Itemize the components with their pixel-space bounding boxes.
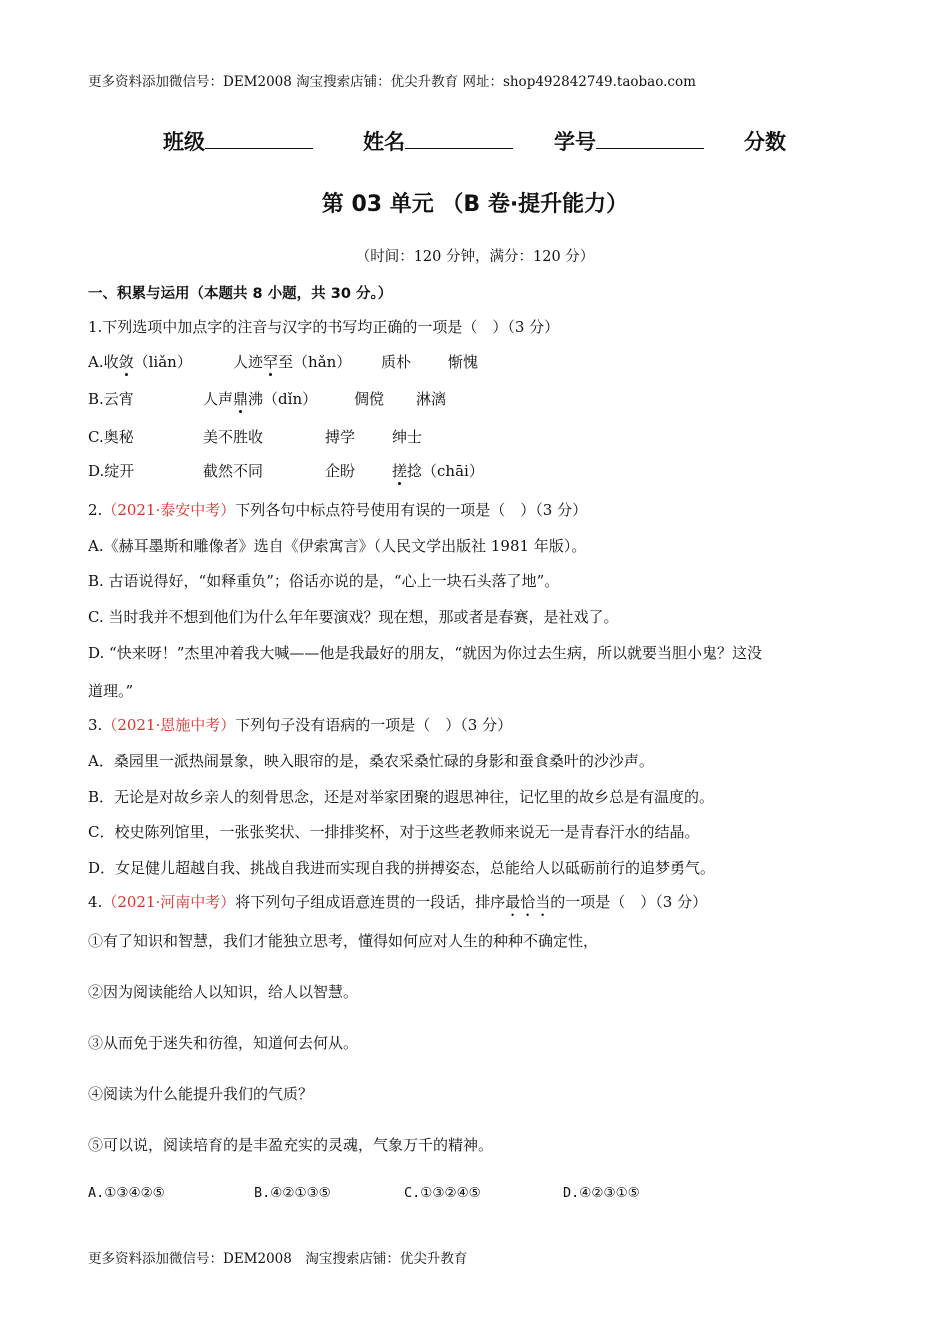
q1-option-d: D.绽开 截然不同 企盼 搓捻（chāi） bbox=[88, 462, 484, 480]
q3-option-c: C．校史陈列馆里，一张张奖状、一排排奖杯，对于这些老教师来说无一是青春汗水的结晶。 bbox=[88, 823, 700, 841]
header-note: 更多资料添加微信号：DEM2008 淘宝搜索店铺：优尖升教育 网址：shop492842749.taobao.com bbox=[88, 74, 696, 90]
footer-note: 更多资料添加微信号：DEM2008 淘宝搜索店铺：优尖升教育 bbox=[88, 1251, 468, 1267]
score-field: 分数 bbox=[744, 130, 786, 154]
q4-options bbox=[88, 1185, 640, 1201]
q4-sentence-4: ④阅读为什么能提升我们的气质？ bbox=[88, 1085, 314, 1103]
q3-option-d: D．女足健儿超越自我、挑战自我进而实现自我的拼搏姿态，总能给人以砥砺前行的追梦勇气。 bbox=[88, 859, 716, 877]
class-field[interactable]: 班级 bbox=[163, 126, 313, 156]
q4-source: （2021·河南中考） bbox=[102, 893, 236, 911]
q3-option-a: A．桑园里一派热闹景象，映入眼帘的是，桑农采桑忙碌的身影和蚕食桑叶的沙沙声。 bbox=[88, 752, 654, 770]
q2-option-d: D. “快来呀！”杰里冲着我大喊——他是我最好的朋友，“就因为你过去生病，所以就要当胆小鬼？这没 bbox=[88, 644, 763, 662]
student-id-field[interactable]: 学号 bbox=[554, 126, 704, 156]
q3-option-b: B．无论是对故乡亲人的刻骨思念，还是对举家团聚的遐思神往，记忆里的故乡总是有温度的。 bbox=[88, 788, 715, 806]
q4-sentence-3: ③从而免于迷失和彷徨，知道何去何从。 bbox=[88, 1034, 359, 1052]
name-field[interactable]: 姓名 bbox=[363, 126, 513, 156]
q4-emphasis: 最恰当 bbox=[505, 893, 551, 911]
section-heading: 一、积累与运用（本题共 8 小题，共 30 分。） bbox=[88, 286, 393, 302]
q2-option-d-cont: 道理。” bbox=[88, 682, 134, 700]
time-note: （时间：120 分钟，满分：120 分） bbox=[355, 249, 595, 265]
q1-option-c: C.奥秘 美不胜收 搏学 绅士 bbox=[88, 428, 423, 446]
q2-option-b: B. 古语说得好，“如释重负”；俗话亦说的是，“心上一块石头落了地”。 bbox=[88, 572, 560, 590]
q3-source: （2021·恩施中考） bbox=[102, 716, 236, 734]
q1-option-a: A.收敛（liǎn） 人迹罕至（hǎn） 质朴 惭愧 bbox=[88, 353, 479, 371]
q1-stem: 1.下列选项中加点字的注音与汉字的书写均正确的一项是（ ）（3 分） bbox=[88, 318, 560, 336]
q4-option-c: C.①③②④⑤ bbox=[404, 1185, 481, 1201]
q3-stem: 3.（2021·恩施中考）下列句子没有语病的一项是（ ）（3 分） bbox=[88, 716, 513, 734]
q4-sentence-5: ⑤可以说，阅读培育的是丰盈充实的灵魂，气象万千的精神。 bbox=[88, 1136, 494, 1154]
q4-stem: 4.（2021·河南中考）将下列句子组成语意连贯的一段话，排序最恰当的一项是（ ）（3 分） bbox=[88, 893, 708, 911]
q2-option-c: C. 当时我并不想到他们为什么年年要演戏？现在想，那或者是春赛，是社戏了。 bbox=[88, 608, 619, 626]
q1-option-b: B.云宵 人声鼎沸（dǐn） 倜傥 淋漓 bbox=[88, 390, 447, 408]
q2-source: （2021·泰安中考） bbox=[102, 501, 236, 519]
q2-option-a: A.《赫耳墨斯和雕像者》选自《伊索寓言》（人民文学出版社 1981 年版）。 bbox=[88, 537, 587, 555]
page-title: 第 03 单元 （B 卷·提升能力） bbox=[321, 192, 629, 217]
q4-option-b: B.④②①③⑤ bbox=[254, 1185, 331, 1201]
q4-sentence-2: ②因为阅读能给人以知识，给人以智慧。 bbox=[88, 983, 359, 1001]
q4-option-d: D.④②③①⑤ bbox=[563, 1185, 640, 1201]
q4-sentence-1: ①有了知识和智慧，我们才能独立思考，懂得如何应对人生的种种不确定性， bbox=[88, 932, 599, 950]
q2-stem: 2.（2021·泰安中考）下列各句中标点符号使用有误的一项是（ ）（3 分） bbox=[88, 501, 588, 519]
q4-option-a: A.①③④②⑤ bbox=[88, 1185, 165, 1201]
